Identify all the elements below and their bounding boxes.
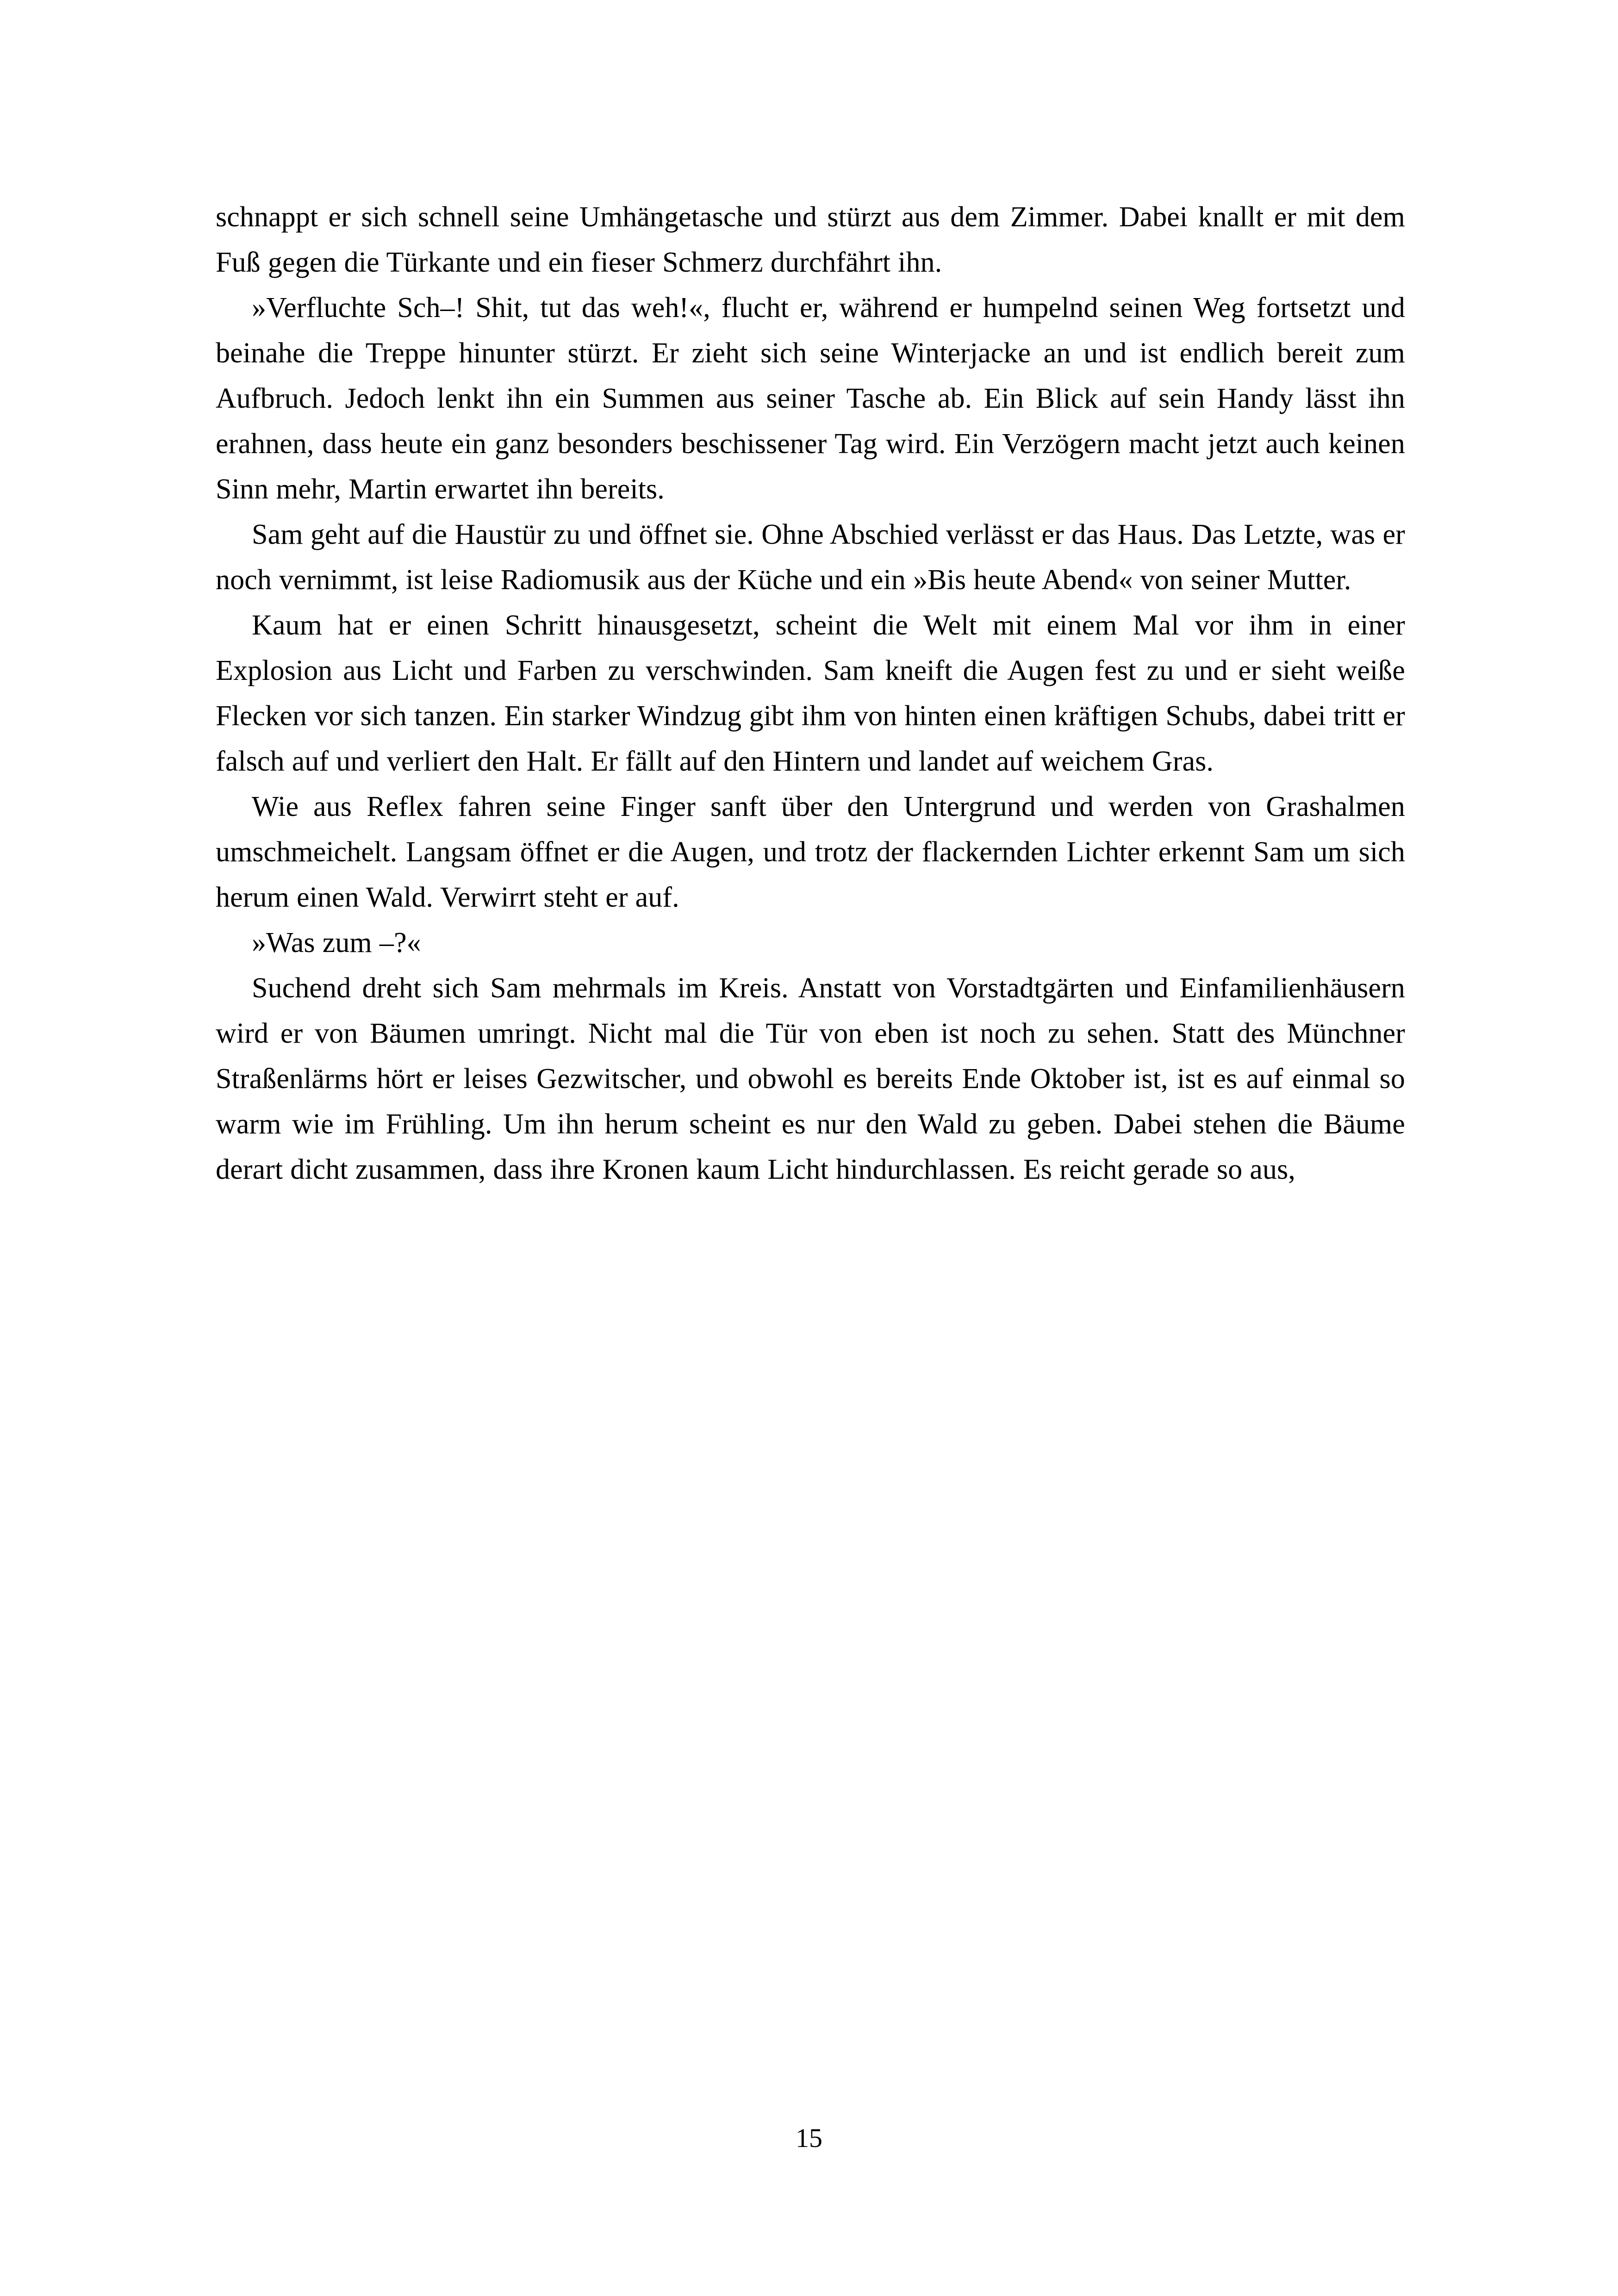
- paragraph: Suchend dreht sich Sam mehrmals im Kreis. Anstatt von Vorstadtgärten und Einfamilienhäusern wird er von Bäumen umringt. Nicht mal die Tür von eben ist noch zu sehen. Statt des Münchner Straßenlärms hört er leises Gezwitscher, und obwohl es bereits Ende Oktober ist, ist es auf einmal so warm wie im Frühling. Um ihn herum scheint es nur den Wald zu geben. Dabei stehen die Bäume derart dicht zusammen, dass ihre Kronen kaum Licht hindurchlassen. Es reicht gerade so aus,: [216, 972, 1405, 1185]
- paragraph: schnappt er sich schnell seine Umhängetasche und stürzt aus dem Zimmer. Dabei knallt er mit dem Fuß gegen die Türkante und ein fieser Schmerz durchfährt ihn.: [216, 201, 1405, 278]
- paragraph: »Was zum –?«: [252, 927, 421, 958]
- paragraph: Wie aus Reflex fahren seine Finger sanft über den Untergrund und werden von Grashalmen umschmeichelt. Langsam öffnet er die Augen, und trotz der flackernden Lichter erkennt Sam um sich herum einen Wald. Verwirrt steht er auf.: [216, 791, 1405, 913]
- paragraph: Sam geht auf die Haustür zu und öffnet sie. Ohne Abschied verlässt er das Haus. Das Letzte, was er noch vernimmt, ist leise Radiomusik aus der Küche und ein »Bis heute Abend« von seiner Mutter.: [216, 519, 1405, 596]
- paragraph: »Verfluchte Sch–! Shit, tut das weh!«, flucht er, während er humpelnd seinen Weg fortsetzt und beinahe die Treppe hinunter stürzt. Er zieht sich seine Winterjacke an und ist endlich bereit zum Aufbruch. Jedoch lenkt ihn ein Summen aus seiner Tasche ab. Ein Blick auf sein Handy lässt ihn erahnen, dass heute ein ganz besonders beschissener Tag wird. Ein Verzögern macht jetzt auch keinen Sinn mehr, Martin erwartet ihn bereits.: [216, 292, 1405, 505]
- paragraph: Kaum hat er einen Schritt hinausgesetzt, scheint die Welt mit einem Mal vor ihm in einer Explosion aus Licht und Farben zu verschwinden. Sam kneift die Augen fest zu und er sieht weiße Flecken vor sich tanzen. Ein starker Windzug gibt ihm von hinten einen kräftigen Schubs, dabei tritt er falsch auf und verliert den Halt. Er fällt auf den Hintern und landet auf weichem Gras.: [216, 610, 1405, 777]
- page-number: 15: [796, 2123, 822, 2153]
- page-text-block: [216, 194, 1405, 1192]
